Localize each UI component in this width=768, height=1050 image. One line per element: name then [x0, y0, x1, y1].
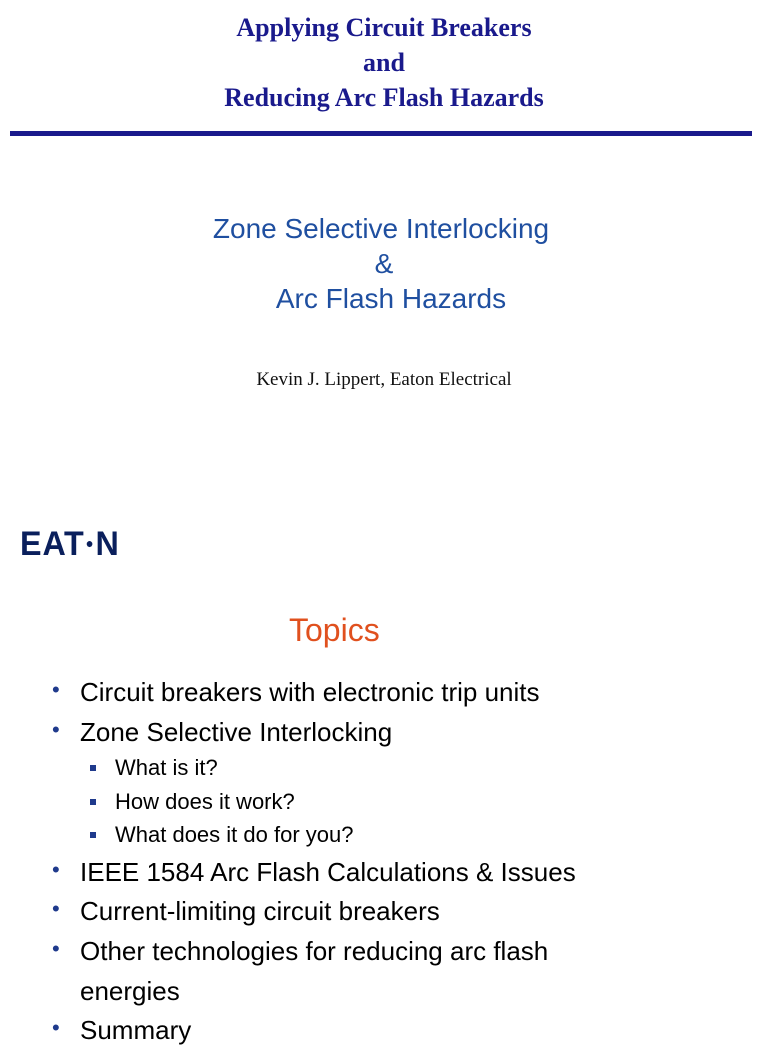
- list-item: [52, 1010, 192, 1050]
- presentation-subtitle: [0, 211, 768, 316]
- list-item: [52, 852, 576, 892]
- bullet-icon: •: [52, 677, 60, 702]
- sub-list-item-text: How does it work?: [115, 789, 295, 814]
- list-item: [52, 712, 393, 752]
- bullet-icon: •: [52, 896, 60, 921]
- author-line: Kevin J. Lippert, Eaton Electrical: [256, 369, 512, 390]
- list-item-text: Current-limiting circuit breakers: [80, 896, 440, 926]
- bullet-icon: •: [52, 936, 60, 961]
- list-item-text: Other technologies for reducing arc flash: [80, 936, 549, 966]
- subtitle-line-3: Arc Flash Hazards: [275, 283, 507, 314]
- header-divider: [10, 131, 752, 136]
- list-item-text: energies: [80, 976, 180, 1006]
- eaton-logo-icon: EAT●N: [20, 525, 120, 563]
- square-bullet-icon: [90, 765, 96, 771]
- list-item-continuation: [80, 971, 180, 1011]
- square-bullet-icon: [90, 832, 96, 838]
- sub-list-item: [115, 751, 218, 785]
- subtitle-line-2: &: [374, 248, 394, 279]
- subtitle-line-1: Zone Selective Interlocking: [212, 213, 550, 244]
- sub-list-item-text: What does it do for you?: [115, 822, 354, 847]
- list-item-text: Zone Selective Interlocking: [80, 717, 393, 747]
- header-line-1: Applying Circuit Breakers: [236, 13, 532, 42]
- bullet-icon: •: [52, 717, 60, 742]
- bullet-icon: •: [52, 1015, 60, 1040]
- header-line-3: Reducing Arc Flash Hazards: [224, 83, 544, 112]
- list-item: [52, 931, 549, 971]
- sub-list-item: [115, 785, 295, 819]
- list-item-text: Summary: [80, 1015, 192, 1045]
- bullet-icon: •: [52, 857, 60, 882]
- list-item: [52, 891, 440, 931]
- topics-heading: Topics: [289, 612, 380, 648]
- square-bullet-icon: [90, 799, 96, 805]
- list-item-text: Circuit breakers with electronic trip units: [80, 677, 540, 707]
- sub-list-item: [115, 818, 353, 852]
- list-item-text: IEEE 1584 Arc Flash Calculations & Issues: [80, 857, 576, 887]
- document-header: [0, 10, 768, 115]
- header-line-2: and: [363, 48, 405, 77]
- list-item: [52, 672, 540, 712]
- sub-list-item-text: What is it?: [115, 755, 218, 780]
